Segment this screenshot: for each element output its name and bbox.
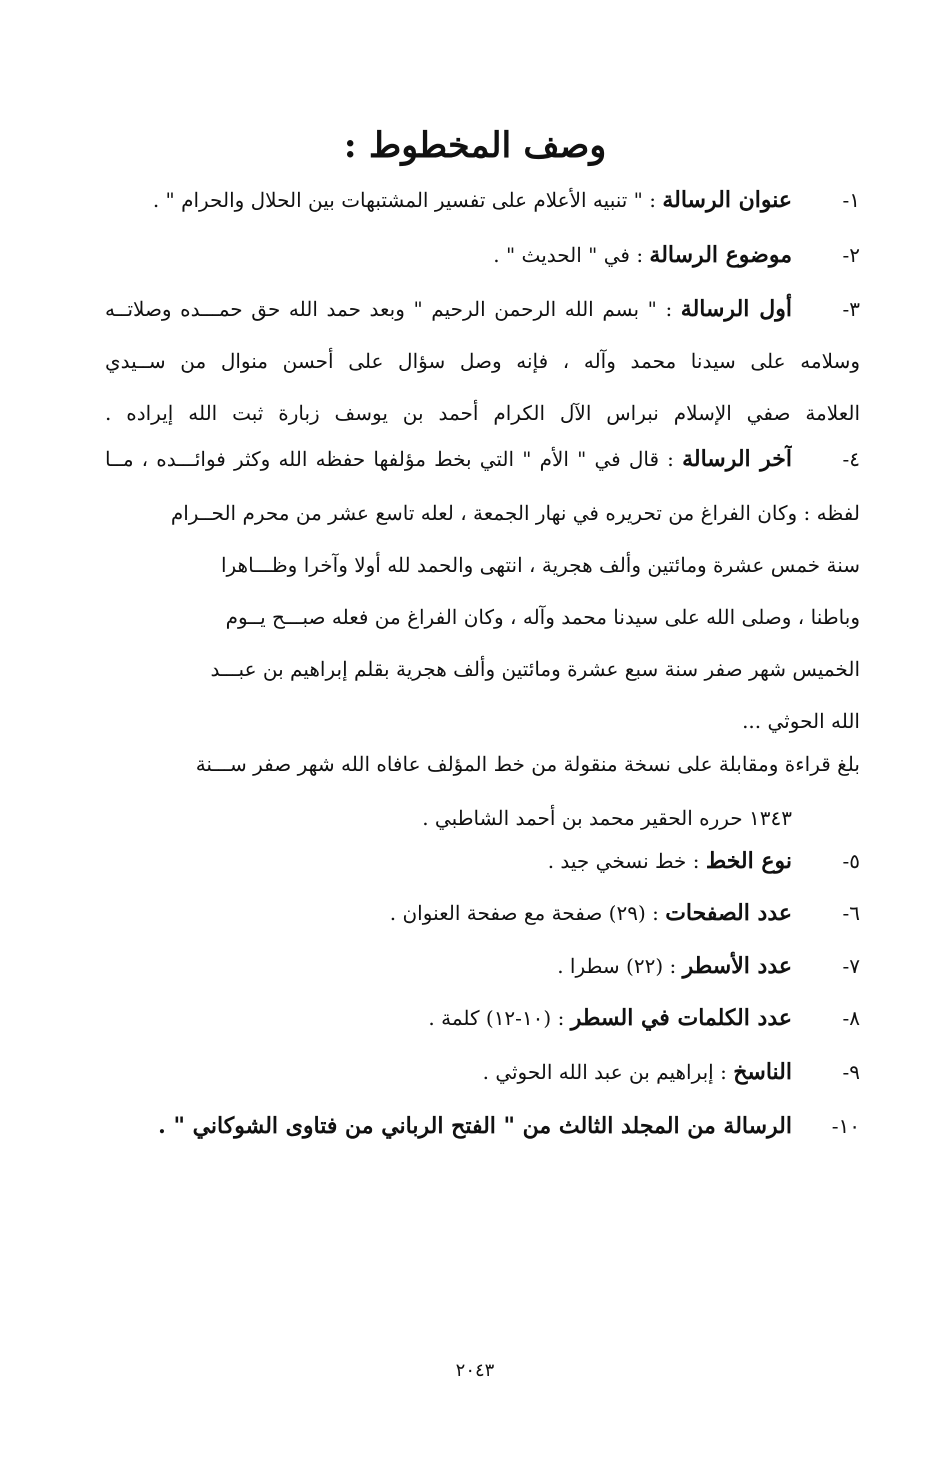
item-text: : " تنبيه الأعلام على تفسير المشتبهات بين الحلال والحرام " . [152, 188, 663, 212]
item-text-line: سنة خمس عشرة ومائتين وألف هجرية ، انتهى والحمد لله أولا وآخرا وظـــاهرا [220, 553, 860, 577]
item-number: ١- [842, 188, 860, 212]
item-text-line: العلامة صفي الإسلام نبراس الآل الكرام أحمد بن يوسف زبارة ثبت الله إيراده . [105, 401, 860, 425]
item-text-line: : قال في " الأم " التي بخط مؤلفها حفظه الله وكثر فوائـــده ، مــا [105, 447, 683, 471]
item-text: الرسالة من المجلد الثالث من " الفتح الرباني من فتاوى الشوكاني " . [158, 1113, 792, 1139]
item-number: ٤- [842, 447, 860, 471]
collation-note [105, 738, 860, 790]
item-text: : إبراهيم بن عبد الله الحوثي . [482, 1060, 734, 1084]
item-text: : (١٠-١٢) كلمة . [428, 1006, 571, 1030]
list-item-3-cont [105, 335, 860, 439]
item-number: ٨- [842, 1006, 860, 1030]
item-number: ٥- [842, 849, 860, 873]
item-number: ٣- [842, 297, 860, 321]
item-label: نوع الخط [705, 848, 792, 874]
item-text-line: : " بسم الله الرحمن الرحيم " وبعد حمد الله حق حمـــده وصلاتــه [105, 297, 681, 321]
item-label: أول الرسالة [680, 296, 792, 322]
list-item-8 [105, 992, 860, 1044]
item-text-line: وسلامه على سيدنا محمد وآله ، فإنه وصل سؤال على أحسن منوال من ســيدي [105, 349, 860, 373]
item-text: : (٢٢) سطرا . [557, 954, 683, 978]
item-label: عدد الأسطر [682, 953, 792, 979]
item-label: الناسخ [733, 1059, 792, 1085]
list-item-1 [105, 174, 860, 226]
list-item-2 [105, 229, 860, 281]
list-item-4-cont [105, 487, 860, 747]
item-label: عنوان الرسالة [662, 187, 792, 213]
item-number: ٩- [842, 1060, 860, 1084]
note-line: بلغ قراءة ومقابلة على نسخة منقولة من خط المؤلف عافاه الله شهر صفر ســـنة [195, 752, 860, 776]
item-label: عدد الكلمات في السطر [570, 1005, 792, 1031]
item-text: : (٢٩) صفحة مع صفحة العنوان . [389, 901, 666, 925]
item-number: ٧- [842, 954, 860, 978]
list-item-6 [105, 887, 860, 939]
item-text-line: وباطنا ، وصلى الله على سيدنا محمد وآله ، وكان الفراغ من فعله صبـــح يــوم [225, 605, 860, 629]
item-text-line: الله الحوثي ... [742, 709, 860, 733]
item-text: : خط نسخي جيد . [547, 849, 706, 873]
item-text-line: الخميس شهر صفر سنة سبع عشرة ومائتين وألف هجرية بقلم إبراهيم بن عبـــد [210, 657, 860, 681]
list-item-5 [105, 835, 860, 887]
list-item-9 [105, 1046, 860, 1098]
item-label: عدد الصفحات [665, 900, 792, 926]
item-label: آخر الرسالة [682, 446, 792, 472]
item-text: : في " الحديث " . [493, 243, 650, 267]
item-number: ١٠- [831, 1114, 860, 1138]
item-text-line: لفظه : وكان الفراغ من تحريره في نهار الجمعة ، لعله تاسع عشر من محرم الحــرام [170, 501, 860, 525]
list-item-7 [105, 940, 860, 992]
item-number: ٦- [842, 901, 860, 925]
page-number: ٢٠٤٣ [455, 1360, 495, 1381]
item-number: ٢- [842, 243, 860, 267]
list-item-4 [105, 433, 860, 485]
list-item-3 [105, 283, 860, 335]
section-title: وصف المخطوط : [343, 125, 607, 166]
note-line: ١٣٤٣ حرره الحقير محمد بن أحمد الشاطبي . [422, 806, 792, 830]
list-item-10 [105, 1100, 860, 1152]
item-label: موضوع الرسالة [649, 242, 792, 268]
